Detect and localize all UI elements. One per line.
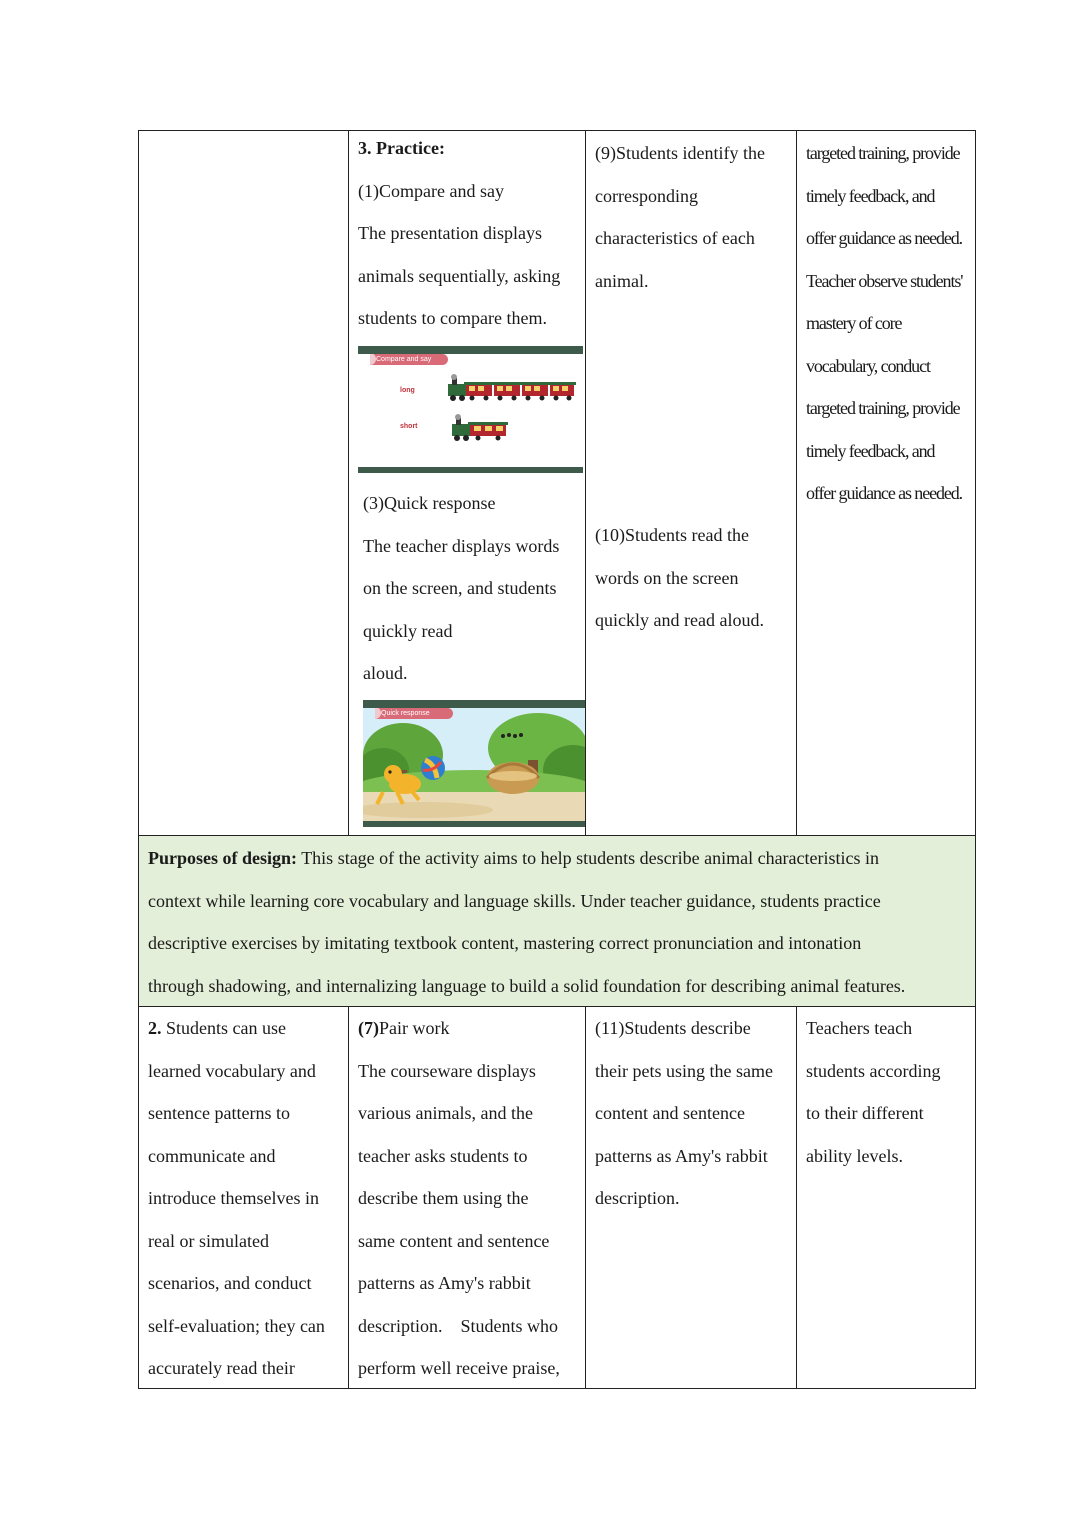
student-activity-line: quickly and read aloud. <box>595 610 764 630</box>
slide-tag-text: Quick response <box>381 710 430 717</box>
short-train-illustration <box>448 414 510 444</box>
quick-response-cell <box>363 482 585 695</box>
objective-line: self-evaluation; they can <box>148 1315 325 1336</box>
quick-response-line: The teacher displays words <box>363 535 560 556</box>
assessment-line: offer guidance as needed. <box>806 483 963 503</box>
objective-line: real or simulated <box>148 1230 269 1251</box>
objective-line: sentence patterns to <box>148 1103 290 1123</box>
assessment-line: mastery of core <box>806 313 902 333</box>
pet-description-line: description. <box>595 1188 680 1208</box>
teaching-note-cell <box>806 1007 974 1177</box>
assessment-line: targeted training, provide <box>806 143 960 163</box>
purposes-line: context while learning core vocabulary and language skills. Under teacher guidance, students practice <box>148 890 881 911</box>
practice-line: The presentation displays <box>358 223 542 243</box>
objective-line: scenarios, and conduct <box>148 1273 312 1293</box>
purposes-text: This stage of the activity aims to help students describe animal characteristics in <box>297 848 880 868</box>
student-activity-line: words on the screen <box>595 567 739 588</box>
row-divider-1 <box>138 835 976 836</box>
pet-description-line: patterns as Amy's rabbit <box>595 1145 768 1166</box>
slide-footer-bar <box>363 821 585 827</box>
pair-work-line: same content and sentence <box>358 1230 550 1251</box>
student-activity-line: animal. <box>595 270 649 291</box>
long-train-illustration <box>444 374 576 404</box>
slide-footer-bar <box>358 467 583 473</box>
student-activity-line: (9)Students identify the <box>595 143 765 163</box>
table-left-border <box>138 130 139 1389</box>
pet-description-line: their pets using the same <box>595 1060 773 1081</box>
objective-number: 2. <box>148 1018 162 1038</box>
objective-cell <box>148 1007 346 1390</box>
practice-heading: 3. Practice: <box>358 138 445 158</box>
slide-tag <box>370 354 448 365</box>
pair-work-number: (7) <box>358 1018 379 1038</box>
quick-response-slide-image <box>363 700 585 827</box>
column-divider-3b <box>796 1006 797 1389</box>
column-divider-3 <box>796 130 797 836</box>
student-activity-cell-bottom <box>595 514 793 642</box>
pair-work-title: Pair work <box>379 1018 450 1038</box>
objective-line: communicate and <box>148 1145 276 1166</box>
purposes-first-line <box>148 837 974 880</box>
teaching-note-line: Teachers teach <box>806 1018 913 1038</box>
quick-response-line: on the screen, and students <box>363 578 557 598</box>
slide-word-long: long <box>400 387 415 394</box>
slide-word-short: short <box>400 423 418 430</box>
pair-work-line: various animals, and the <box>358 1103 533 1123</box>
column-divider-1 <box>348 130 349 836</box>
assessment-line: Teacher observe students' <box>806 270 963 291</box>
objective-first-line <box>148 1007 346 1050</box>
slide-tag <box>375 708 453 719</box>
teaching-note-line: to their different <box>806 1103 924 1123</box>
purposes-of-design-paragraph <box>148 837 974 1007</box>
practice-line: students to compare them. <box>358 308 547 328</box>
assessment-line: timely feedback, and <box>806 440 935 461</box>
quick-response-line: (3)Quick response <box>363 493 496 513</box>
objective-line: learned vocabulary and <box>148 1060 316 1081</box>
quick-response-line: aloud. <box>363 663 408 683</box>
assessment-line: offer guidance as needed. <box>806 228 963 248</box>
practice-cell-top <box>358 127 583 340</box>
purposes-line: through shadowing, and internalizing language to build a solid foundation for describing animal features. <box>148 975 906 996</box>
teaching-note-line: ability levels. <box>806 1145 903 1166</box>
table-right-border <box>975 130 976 1389</box>
pet-description-line: content and sentence <box>595 1103 745 1123</box>
pair-work-line: The courseware displays <box>358 1060 536 1081</box>
pet-description-line: (11)Students describe <box>595 1018 751 1038</box>
cartoon-scene-illustration <box>363 700 585 827</box>
practice-line: animals sequentially, asking <box>358 265 561 286</box>
pair-work-first-line <box>358 1007 584 1050</box>
slide-header-bar <box>363 700 585 708</box>
quick-response-line: quickly read <box>363 620 453 641</box>
practice-line: (1)Compare and say <box>358 180 504 201</box>
assessment-cell-top <box>806 132 974 515</box>
objective-line: accurately read their <box>148 1358 295 1378</box>
assessment-line: timely feedback, and <box>806 185 935 206</box>
teaching-note-line: students according <box>806 1060 941 1081</box>
slide-header-bar <box>358 346 583 354</box>
column-divider-2b <box>585 1006 586 1389</box>
objective-text: Students can use <box>161 1018 286 1038</box>
pair-work-cell <box>358 1007 584 1390</box>
student-activity-line: corresponding <box>595 185 698 206</box>
student-activity-line: characteristics of each <box>595 228 755 248</box>
slide-tag-text: Compare and say <box>376 356 432 363</box>
pair-work-line: describe them using the <box>358 1188 529 1208</box>
pair-work-line: patterns as Amy's rabbit <box>358 1273 531 1293</box>
purposes-line: descriptive exercises by imitating textbook content, mastering correct pronunciation and intonation <box>148 933 862 953</box>
pair-work-line: description. Students who <box>358 1315 558 1336</box>
pair-work-line: teacher asks students to <box>358 1145 528 1166</box>
column-divider-1b <box>348 1006 349 1389</box>
student-activity-line: (10)Students read the <box>595 525 749 545</box>
objective-line: introduce themselves in <box>148 1188 319 1208</box>
compare-slide-image <box>358 346 583 473</box>
student-activity-cell-top <box>595 132 793 302</box>
assessment-line: vocabulary, conduct <box>806 355 930 376</box>
assessment-line: targeted training, provide <box>806 398 960 418</box>
pair-work-line: perform well receive praise, <box>358 1358 560 1378</box>
column-divider-2 <box>585 130 586 836</box>
purposes-label: Purposes of design: <box>148 848 298 868</box>
pet-description-cell <box>595 1007 793 1220</box>
